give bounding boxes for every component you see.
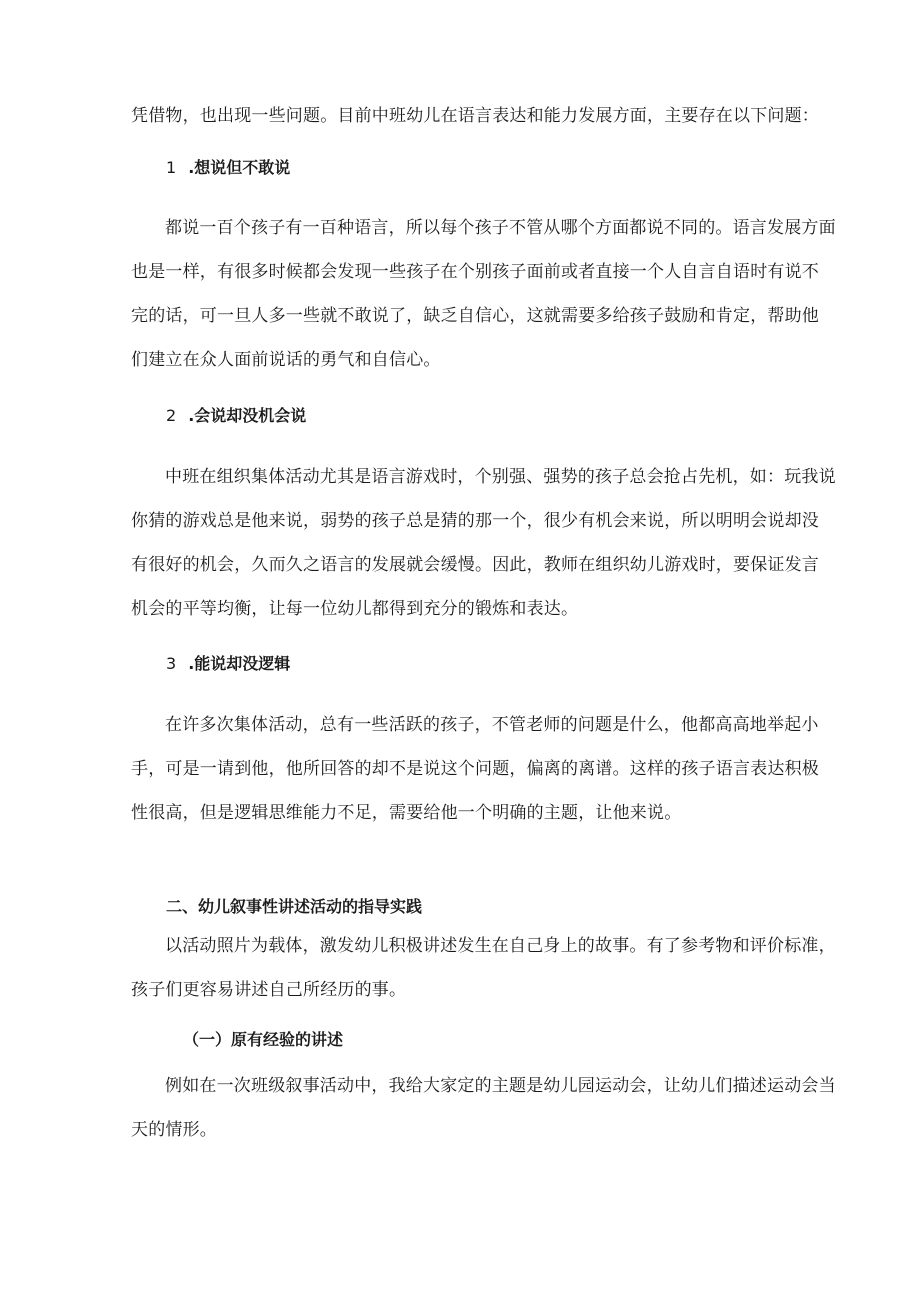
section-1-number: 1 [166, 158, 177, 177]
section-3-paragraph: 在许多次集体活动，总有一些活跃的孩子，不管老师的问题是什么，他都高高地举起小手，可是一请到他，他所回答的却不是说这个问题，偏离的离谱。这样的孩子语言表达积极性很高，但是逻辑思维能力不足，需要给他一个明确的主题，让他来说。 [131, 715, 819, 823]
subsection-paragraph: 例如在一次班级叙事活动中，我给大家定的主题是幼儿园运动会，让幼儿们描述运动会当天的情形。 [131, 1076, 836, 1140]
section-2-paragraph: 中班在组织集体活动尤其是语言游戏时，个别强、强势的孩子总会抢占先机，如：玩我说你猜的游戏总是他来说，弱势的孩子总是猜的那一个，很少有机会来说，所以明明会说却没有很好的机会，久而久之语言的发展就会缓慢。因此，教师在组织幼儿游戏时，要保证发言机会的平等均衡，让每一位幼儿都得到充分的锻炼和表达。 [131, 467, 836, 619]
subsection-heading: （一）原有经验的讲述 [183, 1030, 344, 1049]
section-1-paragraph: 都说一百个孩子有一百种语言，所以每个孩子不管从哪个方面都说不同的。语言发展方面也是一样，有很多时候都会发现一些孩子在个别孩子面前或者直接一个人自言自语时有说不完的话，可一旦人多一些就不敢说了，缺乏自信心，这就需要多给孩子鼓励和肯定，帮助他们建立在众人面前说话的勇气和自信心。 [131, 218, 836, 370]
section-2-number: 2 [166, 406, 177, 425]
section-2-heading [166, 404, 306, 428]
section-3-title: .能说却没逻辑 [188, 654, 291, 673]
section-3-heading [166, 652, 290, 676]
section-1-heading [166, 156, 290, 180]
section-3-number: 3 [166, 654, 177, 673]
section-2-title: .会说却没机会说 [188, 406, 307, 425]
intro-paragraph: 凭借物，也出现一些问题。目前中班幼儿在语言表达和能力发展方面，主要存在以下问题： [131, 106, 819, 126]
section-1-title: .想说但不敢说 [188, 158, 291, 177]
part-two-paragraph: 以活动照片为载体，激发幼儿积极讲述发生在自己身上的故事。有了参考物和评价标准，孩子们更容易讲述自己所经历的事。 [131, 936, 836, 1000]
part-two-heading: 二、幼儿叙事性讲述活动的指导实践 [166, 897, 423, 916]
